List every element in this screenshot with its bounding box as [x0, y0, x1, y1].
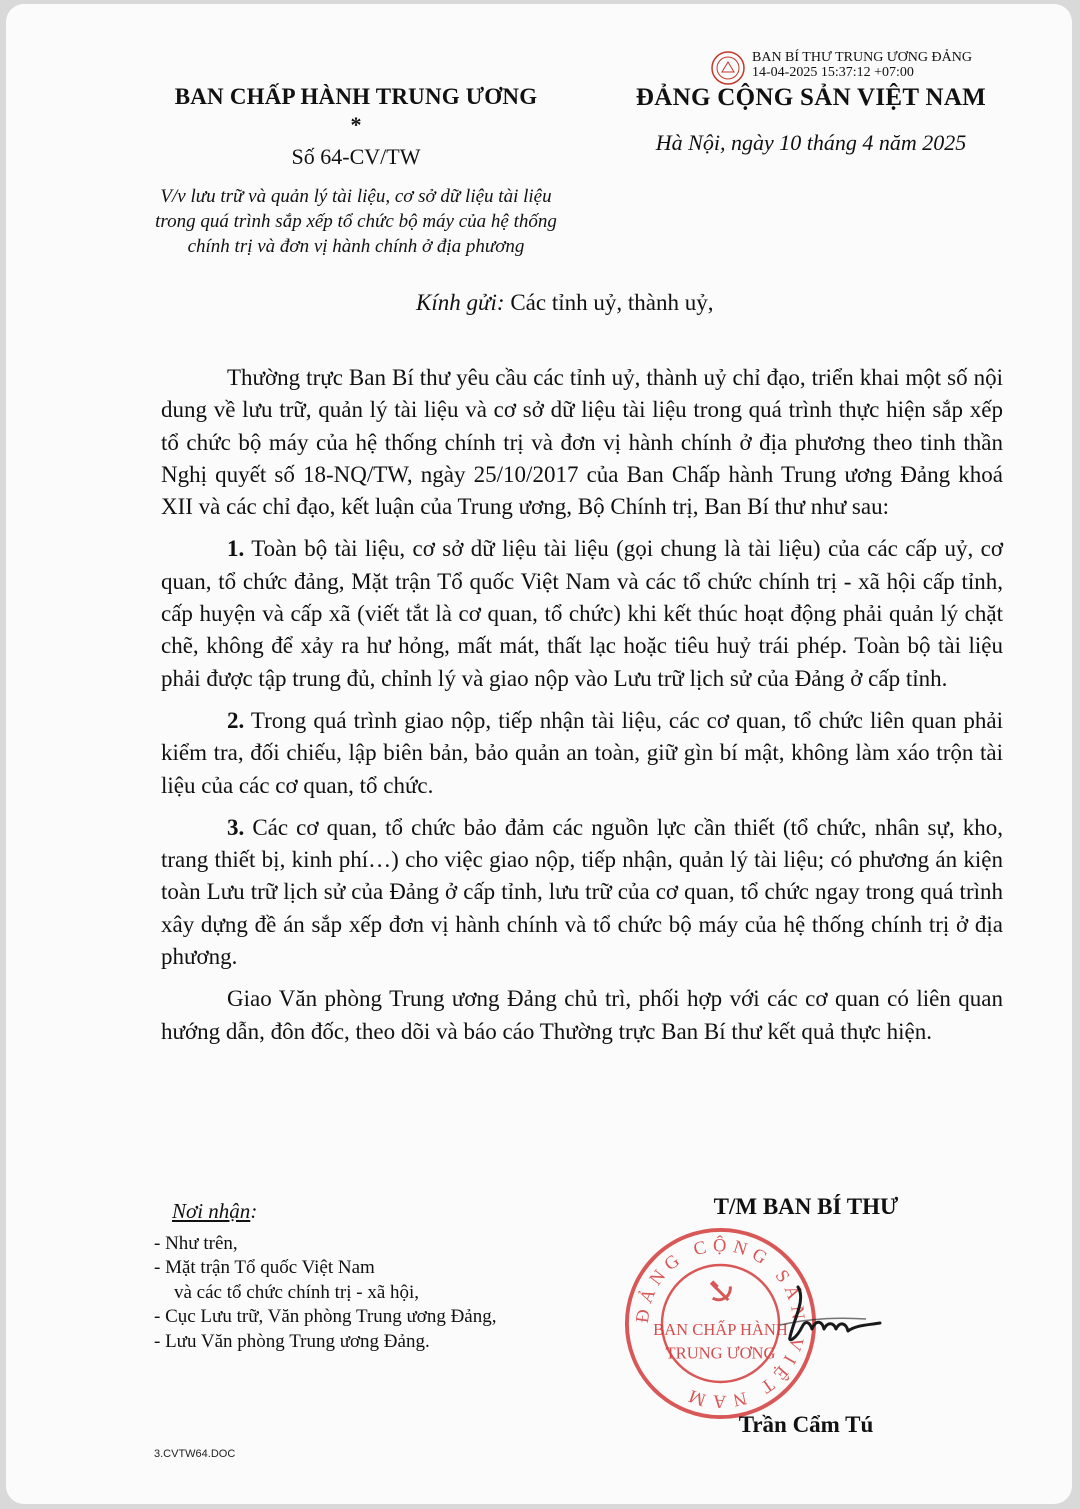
salutation — [416, 290, 713, 316]
salutation-value: Các tỉnh uỷ, thành uỷ, — [504, 290, 714, 315]
recipient-item: - Mặt trận Tổ quốc Việt Nam — [154, 1257, 375, 1278]
document-body — [161, 362, 1003, 1058]
salutation-label: Kính gửi: — [416, 290, 505, 315]
signature-block — [646, 1194, 966, 1220]
document-page — [6, 4, 1072, 1504]
recipients-block — [154, 1199, 574, 1354]
document-subject — [126, 184, 586, 259]
party-name: ĐẢNG CỘNG SẢN VIỆT NAM — [635, 84, 987, 111]
recipient-item: - Như trên, — [154, 1232, 238, 1254]
header-star: * — [350, 112, 362, 137]
item-number: 3. — [227, 814, 245, 840]
numbered-item — [161, 812, 1003, 973]
item-text: Các cơ quan, tổ chức bảo đảm các nguồn lực cần thiết (tổ chức, nhân sự, kho, trang thiết bị, kinh phí…) cho việc giao nộp, tiếp nhận, quản lý tài liệu; có phương án kiện toàn Lưu trữ lịch sử của Đảng ở cấp tỉnh, lưu trữ của cơ quan, tổ chức ngay trong quá trình xây dựng đề án sắp xếp đơn vị hành chính và tổ chức bộ máy của hệ thống chính trị ở địa phương. — [161, 814, 1003, 970]
recipient-item: và các tổ chức chính trị - xã hội, — [174, 1281, 420, 1303]
seal-center-line1: BAN CHẤP HÀNH — [653, 1320, 788, 1340]
hammer-sickle-icon — [710, 1280, 731, 1300]
item-text: Trong quá trình giao nộp, tiếp nhận tài liệu, các cơ quan, tổ chức liên quan phải kiểm tra, đối chiếu, lập biên bản, bảo quản an toàn, giữ gìn bí mật, không làm xáo trộn tài liệu của các cơ quan, tổ chức. — [161, 707, 1003, 798]
seal-center-line2: TRUNG ƯƠNG — [665, 1343, 776, 1363]
recipients-title: Nơi nhận: — [172, 1199, 258, 1223]
header-left — [126, 84, 586, 259]
seal-ring-text: ĐẢNG CỘNG SẢN VIỆT NAM — [631, 1235, 810, 1413]
file-code: 3.CVTW64.DOC — [154, 1448, 236, 1460]
document-number: Số 64-CV/TW — [291, 144, 421, 169]
esign-line1: BAN BÍ THƯ TRUNG ƯƠNG ĐẢNG — [752, 50, 972, 65]
subject-line: V/v lưu trữ và quản lý tài liệu, cơ sở dữ liệu tài liệu — [160, 186, 552, 207]
closing-paragraph: Giao Văn phòng Trung ương Đảng chủ trì, phối hợp với các cơ quan có liên quan hướng dẫn, đôn đốc, theo dõi và báo cáo Thường trực Ban Bí thư kết quả thực hiện. — [161, 986, 1003, 1044]
item-number: 1. — [227, 536, 245, 562]
numbered-item — [161, 705, 1003, 802]
seal-icon — [710, 50, 746, 86]
subject-line: trong quá trình sắp xếp tổ chức bộ máy của hệ thống — [155, 211, 557, 232]
item-number: 2. — [227, 707, 245, 733]
esign-line2: 14-04-2025 15:37:12 +07:00 — [752, 65, 914, 80]
numbered-item — [161, 533, 1003, 694]
recipient-item: - Lưu Văn phòng Trung ương Đảng. — [154, 1330, 430, 1352]
issuing-org: BAN CHẤP HÀNH TRUNG ƯƠNG — [174, 84, 538, 109]
place-date: Hà Nội, ngày 10 tháng 4 năm 2025 — [655, 130, 967, 155]
signer-name: Trần Cẩm Tú — [738, 1412, 874, 1437]
header-right — [606, 84, 1016, 156]
handwritten-signature — [776, 1279, 886, 1349]
item-text: Toàn bộ tài liệu, cơ sở dữ liệu tài liệu (gọi chung là tài liệu) của các cấp uỷ, cơ quan, tổ chức đảng, Mặt trận Tổ quốc Việt Nam và các tổ chức chính trị - xã hội cấp tỉnh, cấp huyện và cấp xã (viết tắt là cơ quan, tổ chức) khi kết thúc hoạt động phải quản lý chặt chẽ, không để xảy ra hư hỏng, mất mát, thất lạc hoặc tiêu huỷ trái phép. Toàn bộ tài liệu phải được tập trung đủ, chỉnh lý và giao nộp vào Lưu trữ lịch sử của Đảng ở cấp tỉnh. — [161, 536, 1003, 691]
signature-title: T/M BAN BÍ THƯ — [713, 1194, 899, 1219]
intro-paragraph: Thường trực Ban Bí thư yêu cầu các tỉnh uỷ, thành uỷ chỉ đạo, triển khai một số nội dung về lưu trữ, quản lý tài liệu và cơ sở dữ liệu tài liệu trong quá trình thực hiện sắp xếp tổ chức bộ máy của hệ thống chính trị và đơn vị hành chính ở địa phương theo tinh thần Nghị quyết số 18-NQ/TW, ngày 25/10/2017 của Ban Chấp hành Trung ương Đảng khoá XII và các chỉ đạo, kết luận của Trung ương, Bộ Chính trị, Ban Bí thư như sau: — [161, 365, 1003, 520]
subject-line: chính trị và đơn vị hành chính ở địa phương — [187, 236, 525, 257]
recipient-item: - Cục Lưu trữ, Văn phòng Trung ương Đảng, — [154, 1306, 497, 1327]
